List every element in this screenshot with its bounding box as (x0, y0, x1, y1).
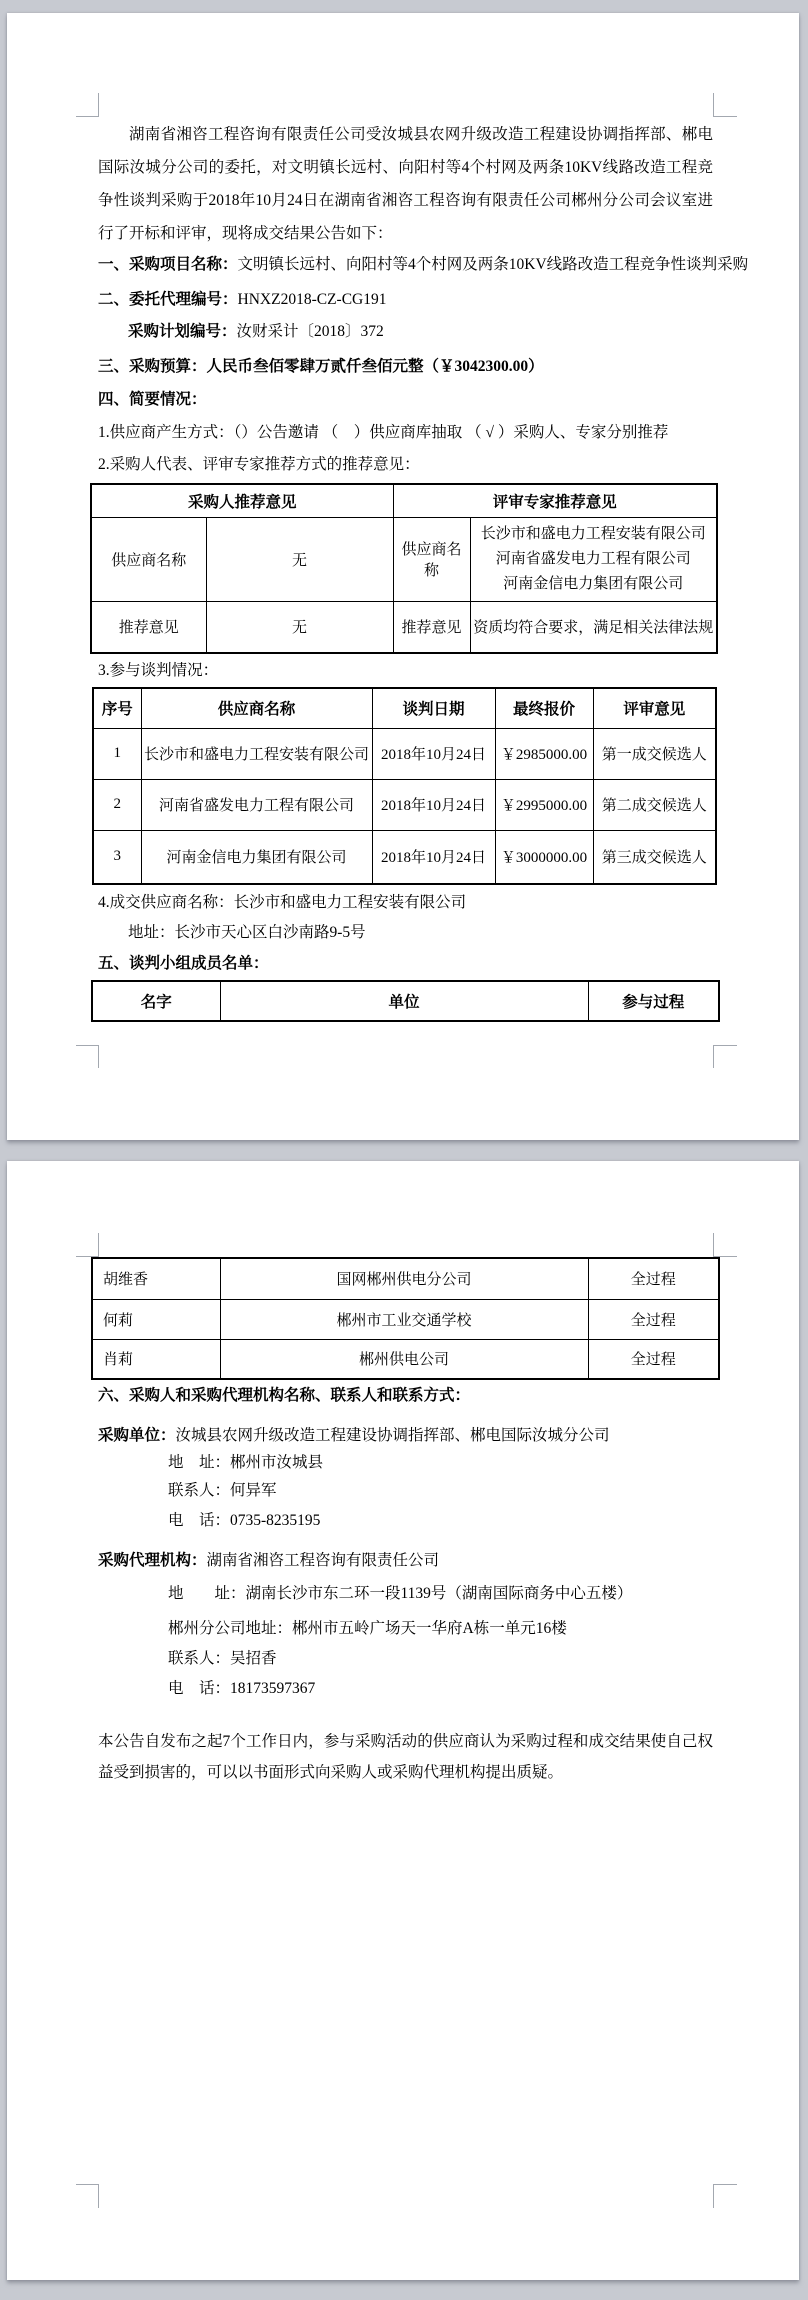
table-cell: ￥3000000.00 (495, 830, 593, 884)
margin-mark-bottom-left-h (76, 2184, 99, 2185)
margin-mark-bottom-right-h (713, 2184, 737, 2185)
brief4-value: 长沙市和盛电力工程安装有限公司 (233, 894, 467, 911)
table-cell: 河南省盛发电力工程有限公司 (141, 779, 372, 830)
agency-branch-address: 郴州分公司地址：郴州市五岭广场天一华府A栋一单元16楼 (168, 1620, 567, 1637)
table-cell: 无 (206, 517, 393, 601)
margin-mark-top-left-v (98, 93, 99, 117)
item6-contact-heading: 六、采购人和采购代理机构名称、联系人和联系方式： (98, 1387, 471, 1404)
plan-label: 采购计划编号： (128, 323, 237, 340)
expert-supplier: 长沙市和盛电力工程安装有限公司 (480, 525, 706, 542)
item2-agency-number (98, 290, 386, 310)
table-cell: ￥2985000.00 (495, 728, 593, 779)
members-table-rows (91, 1257, 720, 1380)
winner-address: 地址：长沙市天心区白沙南路9-5号 (128, 924, 366, 941)
table-cell: 2018年10月24日 (372, 830, 495, 884)
table-cell: 第三成交候选人 (593, 830, 716, 884)
margin-mark-bottom-right-h (713, 1045, 737, 1046)
members-table-header (91, 980, 720, 1022)
table-row (93, 779, 716, 830)
page-2 (7, 1161, 799, 2280)
table-row (93, 830, 716, 884)
members-header: 单位 (220, 981, 588, 1021)
table-cell: 2 (93, 779, 141, 830)
table-row (93, 728, 716, 779)
margin-mark-top-left-v (98, 1233, 99, 1257)
table-cell: 第二成交候选人 (593, 779, 716, 830)
plan-value: 汝财采计〔2018〕372 (236, 323, 384, 340)
margin-mark-bottom-right-v (713, 1045, 714, 1068)
purchaser-value: 汝城县农网升级改造工程建设协调指挥部、郴电国际汝城分公司 (175, 1427, 610, 1444)
agency-phone: 电 话：18173597367 (168, 1680, 316, 1697)
agency-value: 湖南省湘咨工程咨询有限责任公司 (206, 1552, 440, 1569)
member-unit: 郴州市工业交通学校 (220, 1299, 588, 1339)
margin-mark-top-left-h (76, 116, 99, 117)
item1-project-name (98, 255, 748, 275)
table-cell: 推荐意见 (91, 601, 206, 653)
table-cell: 1 (93, 728, 141, 779)
brief1-supplier-source: 1.供应商产生方式：（）公告邀请 （ ）供应商库抽取 （ √ ）采购人、专家分别推荐 (98, 424, 669, 441)
agency-contact: 联系人：吴招香 (168, 1650, 277, 1667)
expert-supplier: 河南省盛发电力工程有限公司 (495, 550, 691, 567)
negotiation-header: 最终报价 (495, 688, 593, 728)
recommend-header-expert: 评审专家推荐意见 (393, 484, 717, 517)
table-cell: 无 (206, 601, 393, 653)
margin-mark-bottom-left-h (76, 1045, 99, 1046)
recommend-header-purchaser: 采购人推荐意见 (91, 484, 393, 517)
brief4-winner (98, 893, 466, 913)
agency-label: 采购代理机构： (98, 1552, 207, 1569)
item3-budget: 三、采购预算：人民币叁佰零肆万贰仟叁佰元整（￥3042300.00） (98, 358, 544, 375)
expert-supplier-list-cell (470, 517, 717, 601)
negotiation-table (92, 687, 717, 885)
negotiation-header: 评审意见 (593, 688, 716, 728)
table-cell: 资质均符合要求，满足相关法律法规 (470, 601, 717, 653)
purchaser-contact: 联系人：何异军 (168, 1482, 277, 1499)
negotiation-header: 序号 (93, 688, 141, 728)
table-row (92, 1339, 719, 1379)
agency-line (98, 1551, 439, 1571)
member-name: 胡维香 (92, 1258, 220, 1299)
purchaser-line (98, 1426, 610, 1446)
members-header: 参与过程 (588, 981, 719, 1021)
table-cell: ￥2995000.00 (495, 779, 593, 830)
plan-number-line (128, 322, 384, 342)
item4-brief-heading: 四、简要情况： (98, 391, 207, 408)
objection-notice: 本公告自发布之起7个工作日内，参与采购活动的供应商认为采购过程和成交结果使自己权益受到损害的，可以以书面形式向采购人或采购代理机构提出质疑。 (98, 1733, 713, 1781)
member-unit: 国网郴州供电分公司 (220, 1258, 588, 1299)
page-1 (7, 13, 799, 1140)
table-cell: 河南金信电力集团有限公司 (141, 830, 372, 884)
item2-value: HNXZ2018-CZ-CG191 (237, 291, 387, 308)
members-header: 名字 (92, 981, 220, 1021)
item2-label: 二、委托代理编号： (98, 291, 238, 308)
margin-mark-bottom-right-v (713, 2184, 714, 2208)
member-name: 何莉 (92, 1299, 220, 1339)
item1-value: 文明镇长远村、向阳村等4个村网及两条10KV线路改造工程竞争性谈判采购 (237, 256, 749, 273)
table-cell: 长沙市和盛电力工程安装有限公司 (141, 728, 372, 779)
table-cell: 第一成交候选人 (593, 728, 716, 779)
table-row (92, 1258, 719, 1299)
table-cell: 供应商名称 (91, 517, 206, 601)
brief4-label: 4.成交供应商名称： (98, 894, 234, 911)
item5-members-heading: 五、谈判小组成员名单： (98, 955, 269, 972)
table-cell: 2018年10月24日 (372, 779, 495, 830)
intro-paragraph: 湖南省湘咨工程咨询有限责任公司受汝城县农网升级改造工程建设协调指挥部、郴电国际汝城分公司的委托，对文明镇长远村、向阳村等4个村网及两条10KV线路改造工程竞争性谈判采购于2018年10月24日在湖南省湘咨工程咨询有限责任公司郴州分公司会议室进行了开标和评审，现将成交结果公告如下： (98, 126, 713, 242)
item1-label: 一、采购项目名称： (98, 256, 238, 273)
table-cell: 2018年10月24日 (372, 728, 495, 779)
member-process: 全过程 (588, 1258, 719, 1299)
table-cell: 推荐意见 (393, 601, 470, 653)
margin-mark-top-right-v (713, 93, 714, 117)
member-process: 全过程 (588, 1339, 719, 1379)
margin-mark-bottom-left-v (98, 2184, 99, 2208)
member-unit: 郴州供电公司 (220, 1339, 588, 1379)
member-process: 全过程 (588, 1299, 719, 1339)
agency-address: 地 址：湖南长沙市东二环一段1139号（湖南国际商务中心五楼） (168, 1585, 633, 1602)
margin-mark-bottom-left-v (98, 1045, 99, 1068)
table-cell: 3 (93, 830, 141, 884)
brief3-negotiation-heading: 3.参与谈判情况： (98, 662, 219, 679)
purchaser-address: 地 址：郴州市汝城县 (168, 1454, 324, 1471)
negotiation-header: 供应商名称 (141, 688, 372, 728)
brief2-recommend-heading: 2.采购人代表、评审专家推荐方式的推荐意见： (98, 456, 420, 473)
expert-supplier: 河南金信电力集团有限公司 (503, 575, 684, 592)
margin-mark-top-right-v (713, 1233, 714, 1257)
table-cell: 供应商名称 (393, 517, 470, 601)
purchaser-label: 采购单位： (98, 1427, 176, 1444)
recommend-table (90, 483, 718, 654)
member-name: 肖莉 (92, 1339, 220, 1379)
table-row (92, 1299, 719, 1339)
negotiation-header: 谈判日期 (372, 688, 495, 728)
purchaser-phone: 电 话：0735-8235195 (168, 1512, 321, 1529)
margin-mark-top-right-h (713, 116, 737, 117)
